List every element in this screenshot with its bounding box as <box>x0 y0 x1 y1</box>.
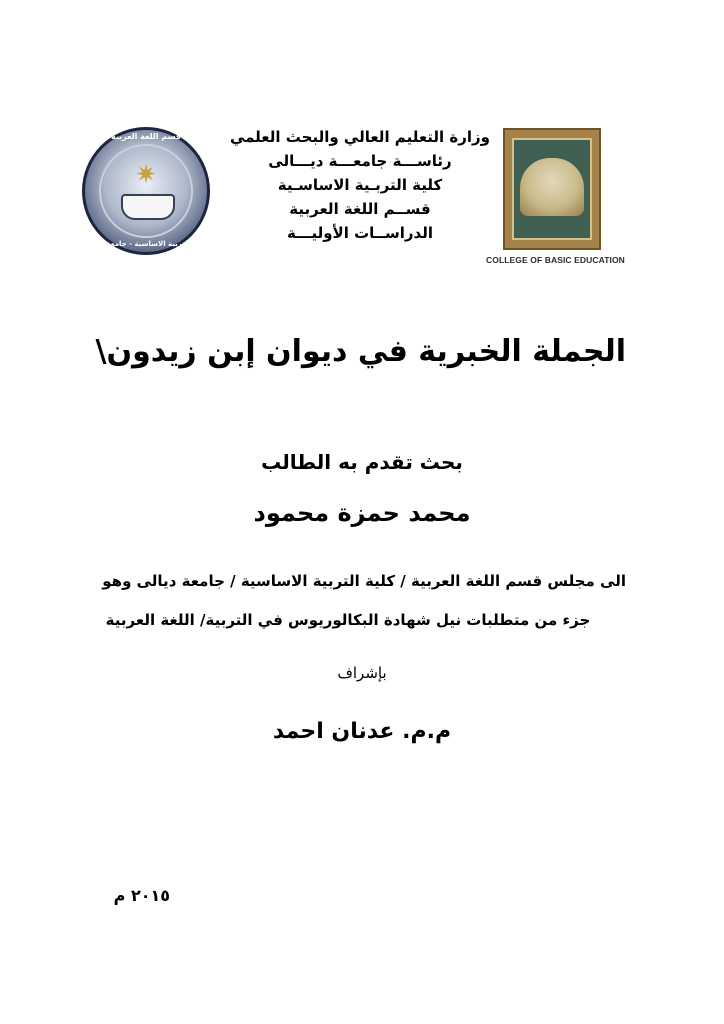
seal-top-text: قسم اللغة العربية <box>111 132 181 141</box>
department-line: قســم اللغة العربية <box>289 200 431 218</box>
university-line: رئاســـة جامعـــة ديـــالى <box>268 152 452 170</box>
open-book-icon <box>121 194 175 220</box>
supervision-label: بإشراف <box>337 664 387 682</box>
ministry-line: وزارة التعليم العالي والبحث العلمي <box>229 128 490 146</box>
college-line: كلية التربـية الاساسـية <box>277 176 443 194</box>
college-emblem-frame <box>503 128 601 250</box>
star-icon: ✷ <box>135 160 157 190</box>
research-title: الجملة الخبرية في ديوان إبن زيدون\ <box>95 334 626 369</box>
institution-header <box>230 125 490 245</box>
college-logo <box>486 128 625 270</box>
college-logo-caption: COLLEGE OF BASIC EDUCATION <box>486 255 625 265</box>
student-label: بحث تقدم به الطالب <box>261 450 463 474</box>
college-calligraphy-emblem <box>520 158 584 216</box>
submission-date: ٢٠١٥ م <box>113 886 170 905</box>
department-seal-logo <box>82 127 210 255</box>
submission-statement-line1: الى مجلس قسم اللغة العربية / كلية التربية الاساسية / جامعة ديالى وهو <box>102 572 626 590</box>
submission-statement-line2: جزء من متطلبات نيل شهادة البكالوريوس في التربية/ اللغة العربية <box>105 611 591 629</box>
seal-ring <box>99 144 193 238</box>
seal-bottom-text: كلية التربية الاساسية - جامعة ديالى <box>85 240 207 248</box>
student-name: محمد حمزة محمود <box>253 499 471 527</box>
supervisor-name: م.م. عدنان احمد <box>272 719 452 744</box>
studies-line: الدراســات الأوليـــة <box>286 224 433 242</box>
college-emblem-inner <box>512 138 592 240</box>
